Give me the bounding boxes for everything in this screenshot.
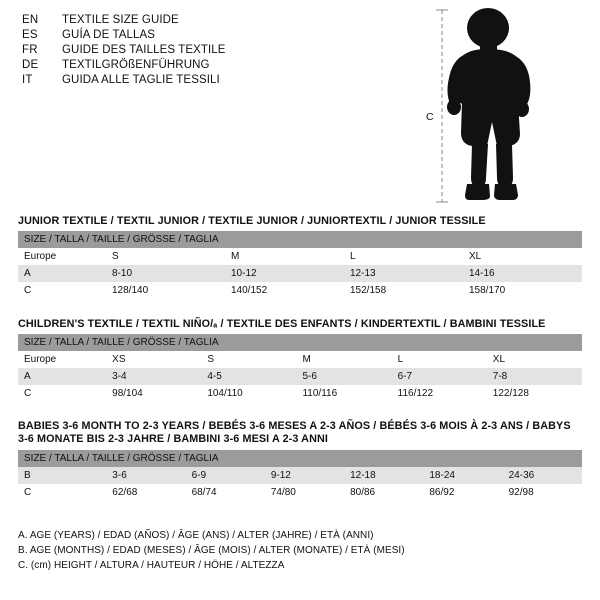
language-header-block xyxy=(22,14,322,89)
cell: 92/98 xyxy=(503,484,582,501)
col-header-l: L xyxy=(392,351,487,368)
footnote-a: A. AGE (YEARS) / EDAD (AÑOS) / ÂGE (ANS) / ALTER (JAHRE) / ETÀ (ANNI) xyxy=(18,530,374,541)
footnote-b: B. AGE (MONTHS) / EDAD (MESES) / ÂGE (MOIS) / ALTER (MONATE) / ETÀ (MESI) xyxy=(18,545,405,556)
col-header-xs: XS xyxy=(106,351,201,368)
table-row xyxy=(18,282,582,299)
cell: 4-5 xyxy=(201,368,296,385)
table-row xyxy=(18,368,582,385)
cell: 152/158 xyxy=(344,282,463,299)
cell: 8-10 xyxy=(106,265,225,282)
language-row-en xyxy=(22,14,322,26)
cell: 62/68 xyxy=(106,484,185,501)
cell: 5-6 xyxy=(296,368,391,385)
section-junior-textile xyxy=(18,215,582,299)
language-text-en: TEXTILE SIZE GUIDE xyxy=(62,14,179,26)
table-row xyxy=(18,385,582,402)
table-babies xyxy=(18,450,582,501)
cell: 98/104 xyxy=(106,385,201,402)
footnotes-block xyxy=(18,530,582,575)
row-label-a: A xyxy=(18,368,106,385)
table-row xyxy=(18,265,582,282)
height-measure-label: C xyxy=(426,111,434,123)
children-header-label: SIZE / TALLA / TAILLE / GRÖSSE / TAGLIA xyxy=(18,334,582,351)
table-row xyxy=(18,484,582,501)
cell: 68/74 xyxy=(186,484,265,501)
cell: 14-16 xyxy=(463,265,582,282)
cell: 74/80 xyxy=(265,484,344,501)
language-text-fr: GUIDE DES TAILLES TEXTILE xyxy=(62,44,226,56)
babies-header-label: SIZE / TALLA / TAILLE / GRÖSSE / TAGLIA xyxy=(18,450,582,467)
section-childrens-textile xyxy=(18,318,582,402)
col-header-xl: XL xyxy=(487,351,582,368)
row-label-c: C xyxy=(18,484,106,501)
cell: 140/152 xyxy=(225,282,344,299)
cell: 122/128 xyxy=(487,385,582,402)
cell: 3-4 xyxy=(106,368,201,385)
col-header-m: M xyxy=(296,351,391,368)
cell: 24-36 xyxy=(503,467,582,484)
language-row-fr xyxy=(22,44,322,56)
table-children xyxy=(18,334,582,402)
language-code-it: IT xyxy=(22,74,33,86)
row-label-a: A xyxy=(18,265,106,282)
cell: 86/92 xyxy=(423,484,502,501)
cell: 128/140 xyxy=(106,282,225,299)
silhouette-svg xyxy=(422,6,582,206)
cell: 10-12 xyxy=(225,265,344,282)
language-text-es: GUÍA DE TALLAS xyxy=(62,29,156,41)
col-header-l: L xyxy=(344,248,463,265)
footnote-c: C. (cm) HEIGHT / ALTURA / HAUTEUR / HÖHE / ALTEZZA xyxy=(18,560,285,571)
section-title-babies: BABIES 3-6 MONTH TO 2-3 YEARS / BEBÉS 3-6 MESES A 2-3 AÑOS / BÉBÉS 3-6 MOIS À 2-3 ANS / BABYS 3-6 MONATE BIS 2-3 JAHRE / BAMBINI 3-6 MESI A 2-3 ANNI xyxy=(18,420,571,445)
cell: 18-24 xyxy=(423,467,502,484)
cell: 9-12 xyxy=(265,467,344,484)
language-code-en: EN xyxy=(22,14,39,26)
cell: 110/116 xyxy=(296,385,391,402)
cell: 6-7 xyxy=(392,368,487,385)
cell: 12-13 xyxy=(344,265,463,282)
junior-header-label: SIZE / TALLA / TAILLE / GRÖSSE / TAGLIA xyxy=(18,231,582,248)
row-label-c: C xyxy=(18,385,106,402)
cell: 3-6 xyxy=(106,467,185,484)
language-code-fr: FR xyxy=(22,44,38,56)
table-row xyxy=(18,450,582,467)
section-title-junior: JUNIOR TEXTILE / TEXTIL JUNIOR / TEXTILE JUNIOR / JUNIORTEXTIL / JUNIOR TESSILE xyxy=(18,215,486,227)
col-header-xl: XL xyxy=(463,248,582,265)
table-row xyxy=(18,231,582,248)
row-label-c: C xyxy=(18,282,106,299)
cell: 12-18 xyxy=(344,467,423,484)
language-row-es xyxy=(22,29,322,41)
table-row xyxy=(18,467,582,484)
col-header-m: M xyxy=(225,248,344,265)
language-text-it: GUIDA ALLE TAGLIE TESSILI xyxy=(62,74,220,86)
col-header-s: S xyxy=(106,248,225,265)
cell: 104/110 xyxy=(201,385,296,402)
language-code-de: DE xyxy=(22,59,39,71)
child-silhouette-figure xyxy=(422,6,582,206)
row-label-b: B xyxy=(18,467,106,484)
cell: 6-9 xyxy=(186,467,265,484)
language-code-es: ES xyxy=(22,29,38,41)
cell: 7-8 xyxy=(487,368,582,385)
section-title-children: CHILDREN'S TEXTILE / TEXTIL NIÑO/ₐ / TEXTILE DES ENFANTS / KINDERTEXTIL / BAMBINI TESSILE xyxy=(18,318,546,330)
language-row-it xyxy=(22,74,322,86)
section-babies-textile xyxy=(18,420,582,501)
cell: 116/122 xyxy=(392,385,487,402)
language-text-de: TEXTILGRÖßENFÜHRUNG xyxy=(62,59,210,71)
cell: 158/170 xyxy=(463,282,582,299)
table-junior xyxy=(18,231,582,299)
cell: 80/86 xyxy=(344,484,423,501)
col-header-s: S xyxy=(201,351,296,368)
table-row xyxy=(18,351,582,368)
language-row-de xyxy=(22,59,322,71)
table-row xyxy=(18,334,582,351)
row-label-europe: Europe xyxy=(18,351,106,368)
row-label-europe: Europe xyxy=(18,248,106,265)
table-row xyxy=(18,248,582,265)
child-body-shape xyxy=(447,8,530,200)
